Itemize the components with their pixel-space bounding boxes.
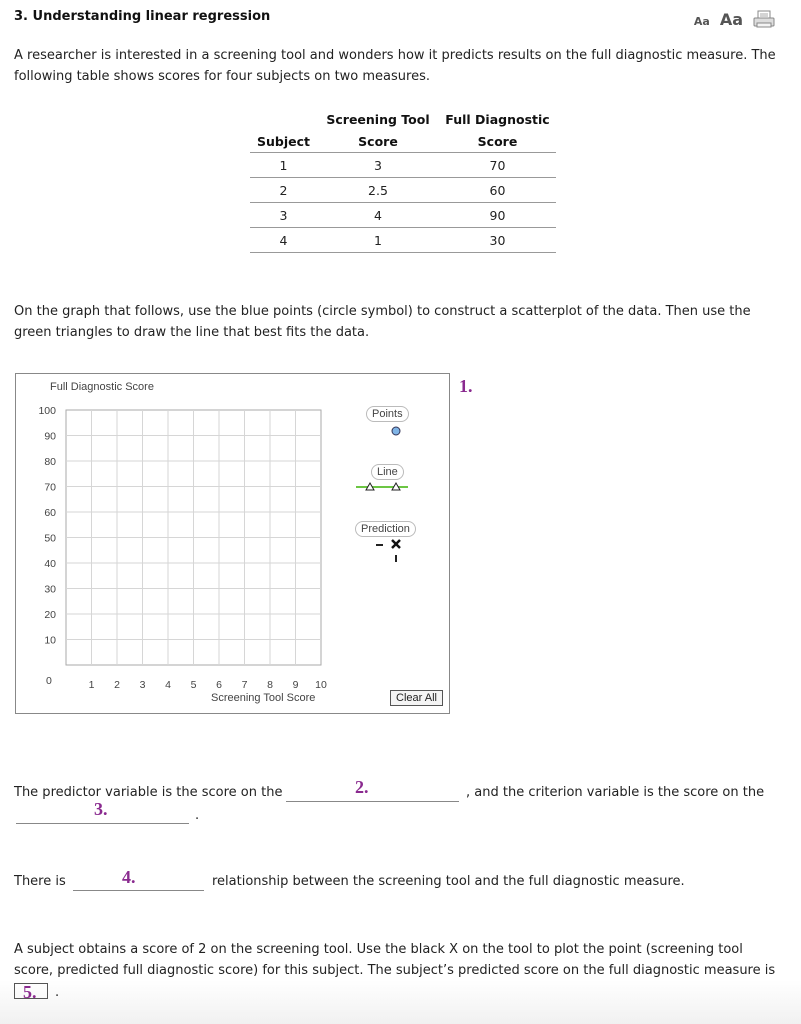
y-tick-label: 90	[44, 430, 56, 443]
marker-3: 3.	[94, 799, 108, 819]
cell-screen: 3	[317, 153, 439, 178]
cell-screen: 4	[317, 203, 439, 228]
y-tick-label: 40	[44, 558, 56, 570]
cell-screen: 2.5	[317, 178, 439, 203]
y-axis-ticks	[38, 405, 56, 647]
origin-label: 0	[46, 675, 52, 687]
predicted-score-input[interactable]: 5.	[14, 983, 48, 999]
table-row	[250, 203, 556, 228]
y-tick-label: 30	[44, 583, 56, 596]
marker-1: 1.	[459, 376, 473, 396]
criterion-period: .	[195, 808, 200, 823]
col-full-top: Full Diagnostic	[445, 111, 550, 127]
cell-subject: 4	[250, 228, 317, 253]
font-size-tools	[694, 7, 775, 29]
score-table	[250, 108, 556, 253]
cell-subject: 1	[250, 153, 317, 178]
line-tool-label[interactable]: Line	[371, 464, 404, 480]
cell-subject: 2	[250, 178, 317, 203]
x-tick-label: 8	[267, 679, 273, 691]
x-tick-label: 9	[292, 679, 299, 691]
graph-tool	[15, 373, 450, 714]
x-tick-label: 4	[165, 679, 171, 691]
prediction-tool-label[interactable]: Prediction	[355, 521, 416, 537]
y-tick-label: 10	[44, 634, 56, 647]
x-tick-label: 7	[241, 679, 248, 691]
final-line-2: score, predicted full diagnostic score) for this subject. The subject’s predicted score on the full diagnostic measure is	[14, 963, 776, 978]
cell-subject: 3	[250, 203, 317, 228]
table-row	[250, 178, 556, 203]
col-subject: Subject	[250, 130, 317, 153]
graph-canvas[interactable]	[16, 374, 449, 713]
x-tick-label: 5	[190, 679, 197, 691]
y-tick-label: 70	[44, 481, 56, 494]
instructions-line-1: On the graph that follows, use the blue points (circle symbol) to construct a scatterplot of the data. Then use the	[14, 304, 751, 319]
criterion-text: , and the criterion variable is the score on the	[466, 785, 765, 800]
cell-full: 60	[439, 178, 556, 203]
intro-line-1: A researcher is interested in a screening tool and wonders how it predicts results on the full diagnostic measure. The	[14, 48, 776, 63]
x-axis-title: Screening Tool Score	[211, 692, 316, 704]
x-tick-label: 3	[139, 679, 146, 691]
cell-full: 90	[439, 203, 556, 228]
x-tick-label: 2	[114, 679, 120, 691]
final-period: .	[55, 985, 60, 1000]
print-icon[interactable]	[753, 10, 775, 28]
question-title: 3. Understanding linear regression	[14, 9, 271, 24]
y-tick-label: 20	[44, 609, 56, 621]
x-tick-label: 10	[315, 679, 327, 691]
predictor-text: The predictor variable is the score on the	[14, 785, 283, 800]
relationship-prefix: There is	[14, 874, 66, 889]
relationship-dropdown[interactable]	[73, 868, 204, 891]
intro-paragraph	[14, 45, 789, 87]
col-screen-bottom: Score	[317, 130, 439, 153]
final-paragraph	[14, 939, 789, 981]
increase-font-button[interactable]: Aa	[719, 10, 743, 29]
col-full-bottom: Score	[439, 130, 556, 153]
instructions-paragraph	[14, 301, 789, 343]
y-axis-title: Full Diagnostic Score	[50, 381, 154, 393]
marker-2: 2.	[355, 777, 369, 797]
relationship-suffix: relationship between the screening tool and the full diagnostic measure.	[212, 874, 685, 889]
intro-line-2: following table shows scores for four subjects on two measures.	[14, 69, 430, 84]
score-table-wrapper	[250, 108, 556, 253]
cell-screen: 1	[317, 228, 439, 253]
predictor-dropdown[interactable]	[286, 779, 459, 802]
point-tool-icon[interactable]	[392, 427, 400, 435]
decrease-font-button[interactable]: Aa	[693, 15, 710, 28]
col-screen-top: Screening Tool	[326, 111, 430, 127]
points-tool-label[interactable]: Points	[366, 406, 409, 422]
x-tick-label: 6	[216, 679, 222, 691]
marker-4: 4.	[122, 867, 136, 887]
clear-all-button[interactable]: Clear All	[390, 690, 443, 706]
prediction-x-icon[interactable]	[376, 540, 400, 562]
x-tick-label: 1	[88, 679, 95, 691]
y-tick-label: 50	[44, 532, 56, 545]
y-tick-label: 80	[44, 456, 56, 468]
y-tick-label: 60	[44, 507, 56, 519]
x-axis-ticks	[89, 679, 327, 691]
table-row	[250, 228, 556, 253]
instructions-line-2: green triangles to draw the line that best fits the data.	[14, 325, 370, 340]
y-tick-label: 100	[38, 405, 56, 417]
final-line-1: A subject obtains a score of 2 on the screening tool. Use the black X on the tool to plot the point (screening tool	[14, 942, 743, 957]
table-row	[250, 153, 556, 178]
cell-full: 70	[439, 153, 556, 178]
cell-full: 30	[439, 228, 556, 253]
